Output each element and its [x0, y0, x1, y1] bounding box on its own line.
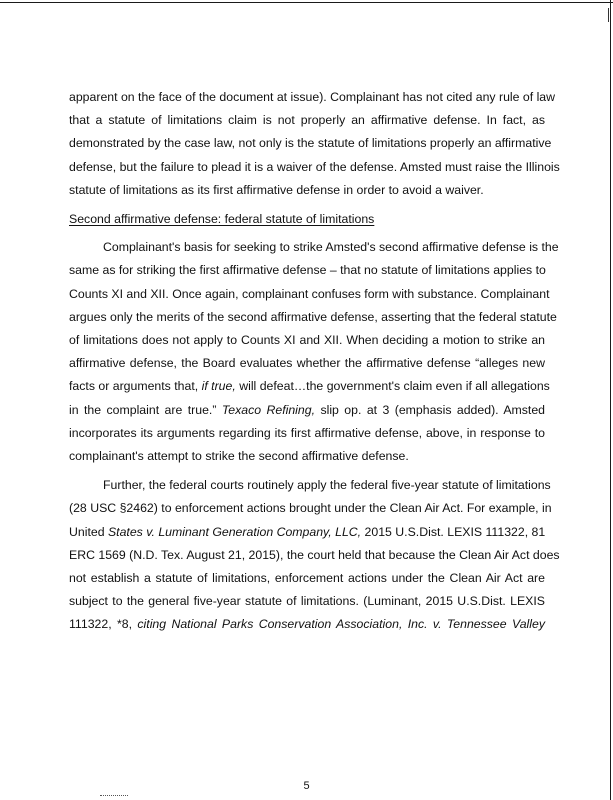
case-citation: States v. Luminant Generation Company, LLC,	[107, 524, 362, 539]
text-line: Counts XI and XII. Once again, complainant confuses form with substance. Complainant	[69, 286, 550, 301]
text-line: Further, the federal courts routinely apply the federal five-year statute of limitations	[103, 478, 551, 493]
scan-mark	[608, 8, 609, 22]
text-line: defense, but the failure to plead it is a waiver of the defense. Amsted must raise the Illinois	[69, 159, 560, 174]
case-citation: Texaco Refining,	[221, 402, 316, 417]
text-line: apparent on the face of the document at issue). Complainant has not cited any rule of law	[69, 90, 556, 104]
section-heading: Second affirmative defense: federal statute of limitations	[69, 212, 375, 227]
text-run: United	[69, 524, 105, 539]
text-line: complainant's attempt to strike the second affirmative defense.	[69, 449, 409, 464]
text-line	[69, 613, 545, 636]
text-run: facts or arguments that,	[69, 379, 199, 394]
document-body	[69, 86, 560, 643]
text-line: incorporates its arguments regarding its first affirmative defense, above, in response to	[69, 425, 545, 440]
page-number: 5	[303, 780, 310, 792]
text-line: (28 USC §2462) to enforcement actions brought under the Clean Air Act. For example, in	[69, 501, 552, 516]
text-line: argues only the merits of the second affirmative defense, asserting that the federal statute	[69, 309, 557, 324]
scan-edge-right	[610, 0, 611, 800]
text-line: statute of limitations as its first affirmative defense in order to avoid a waiver.	[69, 182, 484, 197]
text-run: will defeat…the government's claim even if all allegations	[239, 379, 550, 394]
emphasis-text: if true,	[201, 379, 236, 394]
text-run: in the complaint are true.”	[69, 402, 217, 417]
paragraph-federal-courts	[69, 474, 560, 636]
text-line	[69, 521, 545, 544]
text-line: of limitations does not apply to Counts XI and XII. When deciding a motion to strike an	[69, 333, 545, 348]
text-run: 111322, *8,	[69, 617, 133, 632]
text-line	[69, 399, 545, 422]
text-line	[69, 375, 550, 398]
paragraph-continuation	[69, 86, 560, 202]
text-line: that a statute of limitations claim is not properly an affirmative defense. In fact, as	[69, 113, 545, 128]
scan-mark-bottom	[100, 795, 128, 797]
text-line: ERC 1569 (N.D. Tex. August 21, 2015), the court held that because the Clean Air Act does	[69, 547, 560, 562]
text-line: not establish a statute of limitations, enforcement actions under the Clean Air Act are	[69, 571, 545, 586]
text-run: slip op. at 3 (emphasis added). Amsted	[320, 402, 546, 417]
text-line: demonstrated by the case law, not only is the statute of limitations properly an affirmative	[69, 136, 552, 151]
text-line: affirmative defense, the Board evaluates whether the affirmative defense “alleges new	[69, 356, 545, 371]
text-run: 2015 U.S.Dist. LEXIS 111322, 81	[364, 524, 546, 539]
case-citation: citing National Parks Conservation Association, Inc. v. Tennessee Valley	[137, 617, 545, 632]
text-line: same as for striking the first affirmative defense – that no statute of limitations applies to	[69, 263, 546, 278]
paragraph-second-defense	[69, 236, 559, 468]
text-line: subject to the general five-year statute of limitations. (Luminant, 2015 U.S.Dist. LEXIS	[69, 594, 545, 609]
scan-edge-top	[0, 2, 613, 3]
text-line: Complainant's basis for seeking to strike Amsted's second affirmative defense is the	[103, 240, 559, 255]
